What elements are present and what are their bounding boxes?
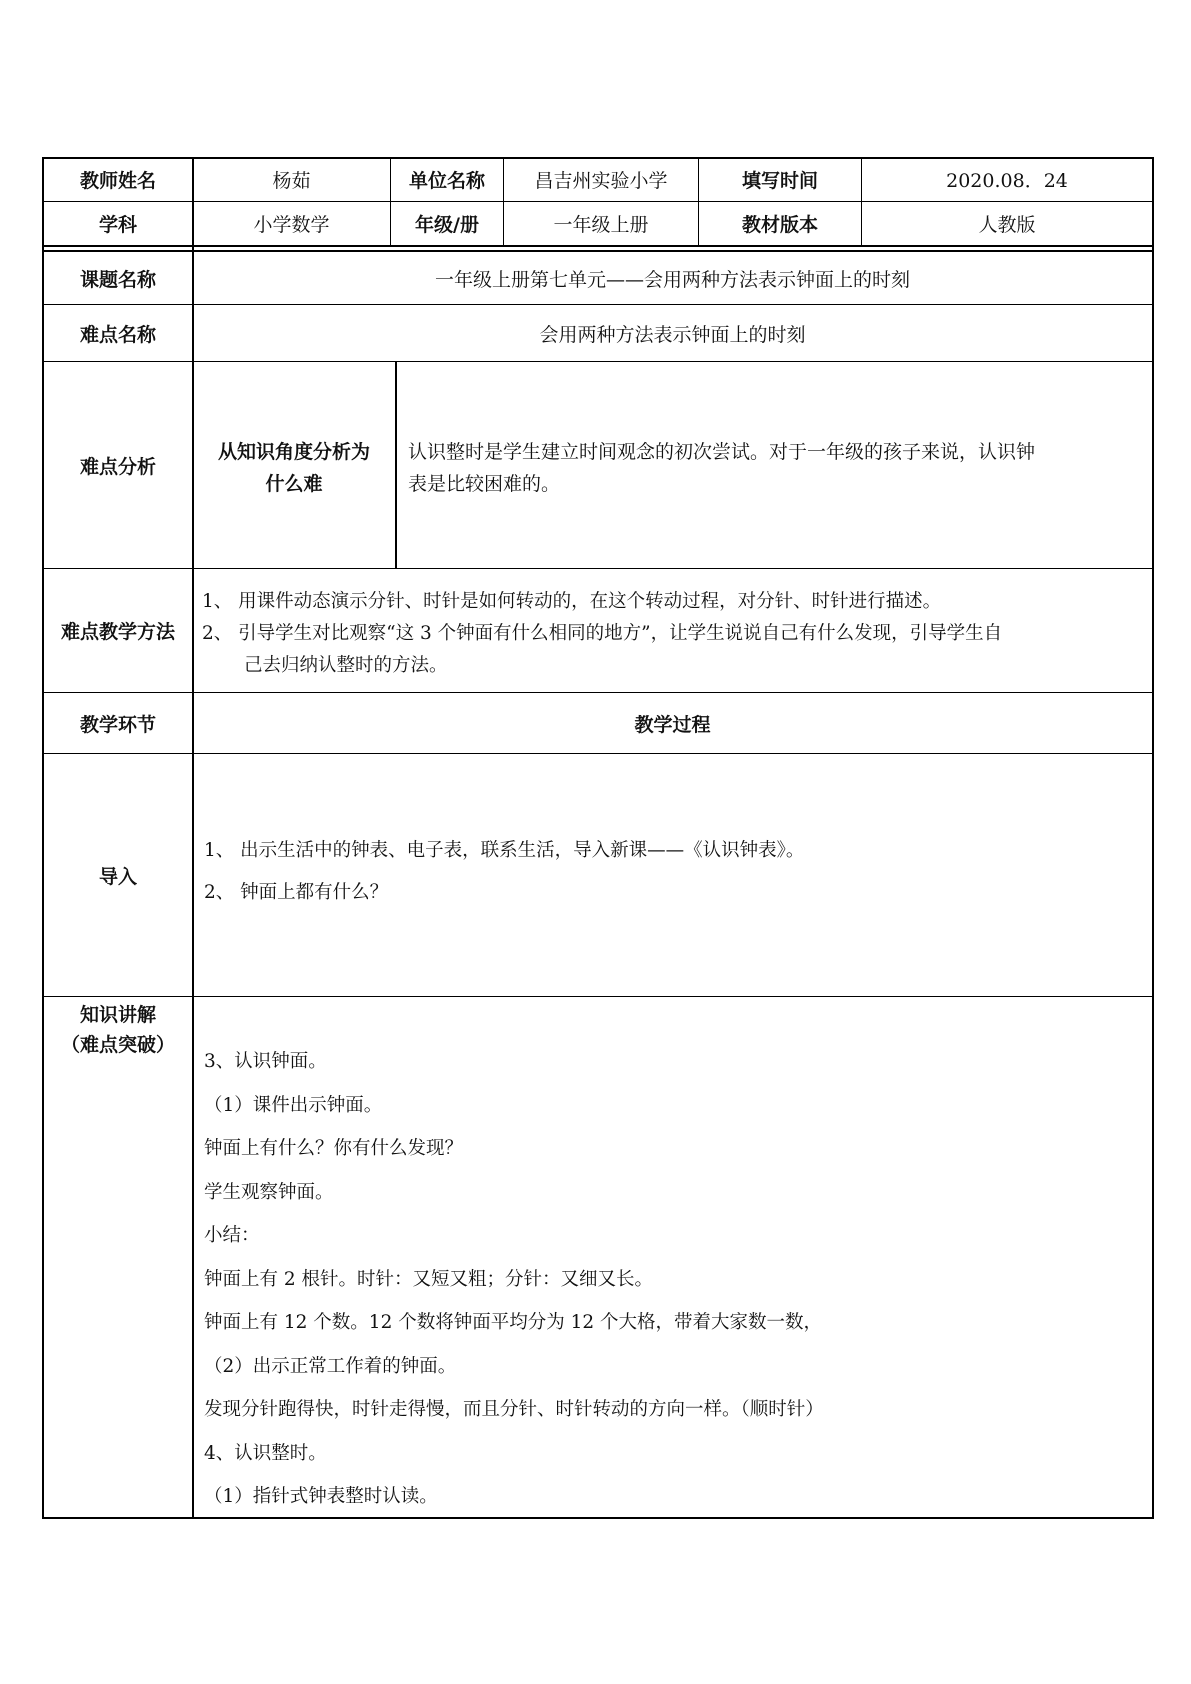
subject-value: 小学数学: [253, 214, 330, 236]
knowledge-line: 学生观察钟面。: [204, 1181, 334, 1203]
intro-line-1: 1、 出示生活中的钟表、电子表，联系生活，导入新课——《认识钟表》。: [204, 840, 805, 861]
knowledge-line: 小结：: [204, 1225, 260, 1246]
unit-name-value: 昌吉州实验小学: [534, 170, 668, 192]
grade-value: 一年级上册: [553, 214, 649, 236]
knowledge-line: （2）出示正常工作着的钟面。: [204, 1355, 457, 1377]
knowledge-line: 钟面上有什么？你有什么发现？: [204, 1138, 464, 1159]
teacher-name-value: 杨茹: [272, 170, 311, 192]
row-divider: [42, 753, 1154, 754]
method-item-1: 1、 用课件动态演示分针、时针是如何转动的，在这个转动过程，对分针、时针进行描述。: [202, 591, 942, 612]
knowledge-label: [44, 1000, 192, 1060]
edition-value: 人教版: [978, 214, 1036, 236]
grade-label: 年级/册: [415, 214, 479, 236]
process-header: 教学过程: [634, 713, 711, 736]
method-text: [202, 586, 1150, 682]
column-divider: [192, 157, 194, 1518]
knowledge-line: 发现分针跑得快，时针走得慢，而且分针、时针转动的方向一样。（顺时针）: [204, 1399, 824, 1420]
unit-name-label: 单位名称: [408, 170, 485, 192]
intro-line-2: 2、 钟面上都有什么？: [204, 882, 389, 903]
topic-label: 课题名称: [79, 268, 156, 291]
row-divider: [42, 245, 1154, 247]
analysis-sub-label-line2: 什么难: [265, 473, 323, 495]
knowledge-line: 钟面上有 2 根针。时针：又短又粗；分针：又细又长。: [204, 1268, 654, 1290]
row-divider: [42, 361, 1154, 362]
topic-value: 一年级上册第七单元——会用两种方法表示钟面上的时刻: [434, 268, 910, 291]
knowledge-line: 4、认识整时。: [204, 1442, 327, 1464]
row-divider: [42, 996, 1154, 997]
fill-date-value: 2020.08．24: [946, 170, 1068, 192]
knowledge-line: 钟面上有 12 个数。12 个数将钟面平均分为 12 个大格，带着大家数一数，: [204, 1312, 823, 1333]
stage-header: 教学环节: [79, 713, 156, 736]
analysis-text-line2: 表是比较困难的。: [408, 473, 561, 495]
knowledge-line: （1）指针式钟表整时认读。: [204, 1486, 438, 1507]
analysis-text: [408, 436, 1148, 500]
edition-label: 教材版本: [741, 214, 818, 236]
method-item-2-line2: 己去归纳认整时的方法。: [244, 655, 448, 676]
knowledge-label-line1: 知识讲解: [79, 1004, 156, 1026]
difficulty-value: 会用两种方法表示钟面上的时刻: [539, 323, 806, 346]
method-label: 难点教学方法: [60, 621, 175, 643]
analysis-label: 难点分析: [79, 455, 156, 478]
knowledge-line: 3、认识钟面。: [204, 1051, 327, 1072]
method-item-2-line1: 2、 引导学生对比观察“这 3 个钟面有什么相同的地方”，让学生说说自己有什么发现，引导学生自: [202, 623, 1003, 644]
column-divider: [395, 361, 397, 568]
knowledge-content: [204, 1040, 1144, 1519]
teacher-name-label: 教师姓名: [79, 170, 156, 192]
analysis-sub-label-line1: 从知识角度分析为: [217, 441, 370, 463]
knowledge-label-line2: （难点突破）: [60, 1034, 175, 1056]
knowledge-line: （1）课件出示钟面。: [204, 1094, 383, 1116]
fill-date-label: 填写时间: [741, 170, 818, 192]
analysis-text-line1: 认识整时是学生建立时间观念的初次尝试。对于一年级的孩子来说，认识钟: [408, 441, 1036, 463]
row-divider: [42, 568, 1154, 569]
table-border-right: [1152, 157, 1154, 1518]
difficulty-label: 难点名称: [79, 323, 156, 346]
subject-label: 学科: [98, 214, 137, 236]
analysis-sub-label: [193, 436, 395, 500]
intro-label: 导入: [98, 865, 137, 888]
